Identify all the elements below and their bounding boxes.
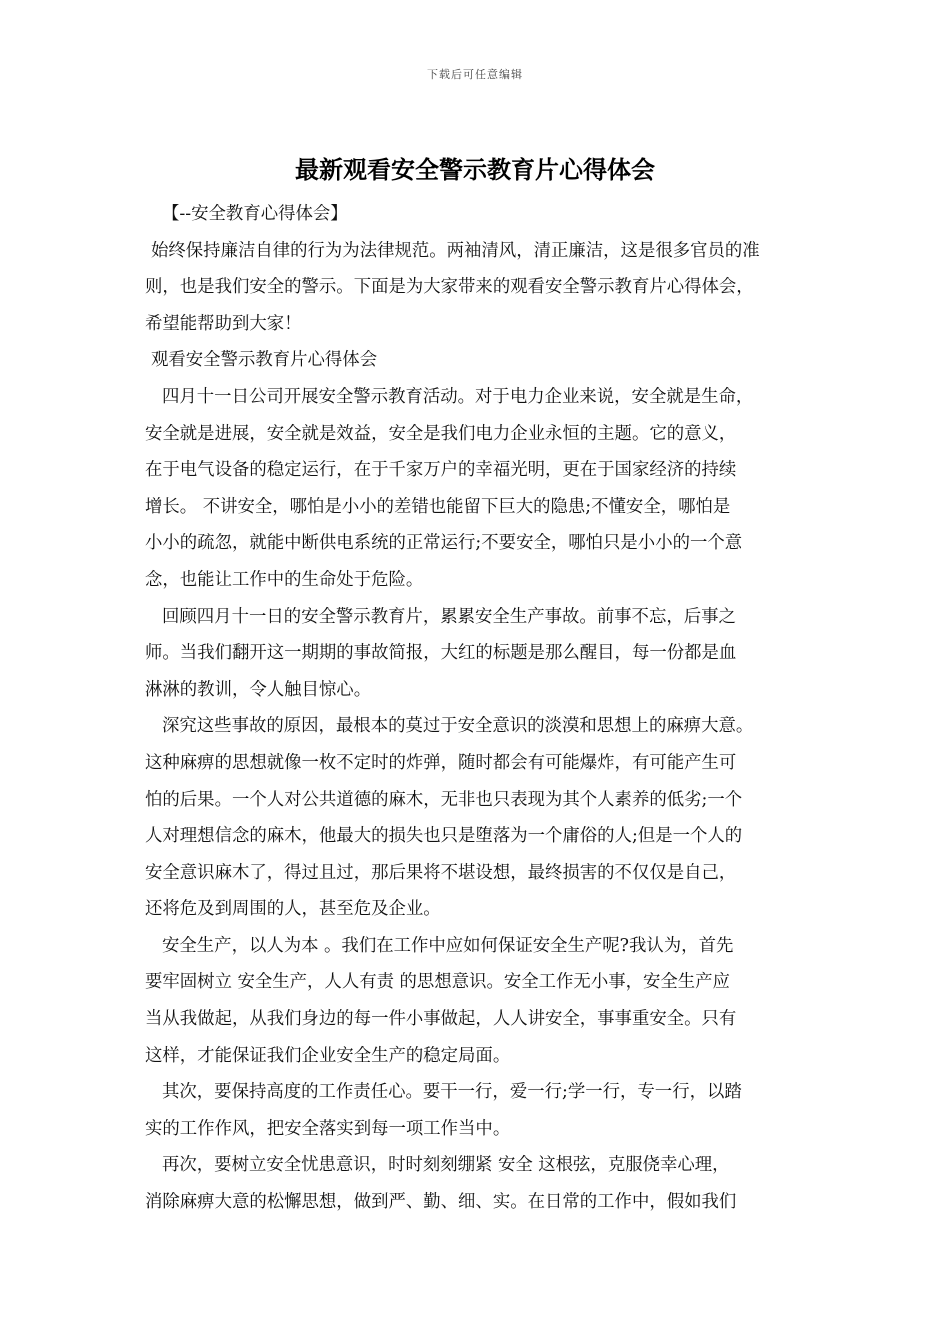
paragraph-line: 安全生产，以人为本 。我们在工作中应如何保证安全生产呢?我认为，首先 <box>162 935 734 956</box>
paragraph-line: 再次，要树立安全忧患意识，时时刻刻绷紧 安全 这根弦，克服侥幸心理， <box>162 1155 730 1176</box>
paragraph-line: 希望能帮助到大家！ <box>145 313 302 334</box>
paragraph-line: 这种麻痹的思想就像一枚不定时的炸弹，随时都会有可能爆炸，有可能产生可 <box>145 752 737 773</box>
paragraph-line: 在于电气设备的稳定运行，在于千家万户的幸福光明，更在于国家经济的持续 <box>145 460 737 481</box>
paragraph-line: 人对理想信念的麻木，他最大的损失也只是堕落为一个庸俗的人;但是一个人的 <box>145 826 743 847</box>
paragraph-line: 要牢固树立 安全生产，人人有责 的思想意识。安全工作无小事，安全生产应 <box>145 972 730 993</box>
subtitle-line: 【--安全教育心得体会】 <box>162 204 348 224</box>
document-body <box>145 196 825 1221</box>
paragraph-line: 怕的后果。一个人对公共道德的麻木，无非也只表现为其个人素养的低劣;一个 <box>145 789 743 810</box>
paragraph-line: 还将危及到周围的人，甚至危及企业。 <box>145 899 441 920</box>
header-note: 下载后可任意编辑 <box>427 68 523 81</box>
paragraph-line: 小小的疏忽，就能中断供电系统的正常运行;不要安全，哪怕只是小小的一个意 <box>145 533 743 554</box>
paragraph-line: 回顾四月十一日的安全警示教育片，累累安全生产事故。前事不忘，后事之 <box>162 606 736 627</box>
paragraph-line: 念，也能让工作中的生命处于危险。 <box>145 569 424 590</box>
paragraph-line: 深究这些事故的原因，最根本的莫过于安全意识的淡漠和思想上的麻痹大意。 <box>162 716 754 737</box>
paragraph-line: 安全意识麻木了，得过且过，那后果将不堪设想，最终损害的不仅仅是自己， <box>145 862 737 883</box>
paragraph-line: 这样，才能保证我们企业安全生产的稳定局面。 <box>145 1045 511 1066</box>
section-heading: 观看安全警示教育片心得体会 <box>151 350 378 371</box>
paragraph-line: 淋淋的教训，令人触目惊心。 <box>145 679 372 700</box>
paragraph-line: 其次，要保持高度的工作责任心。要干一行，爱一行;学一行，专一行，以踏 <box>162 1082 742 1103</box>
paragraph-line: 始终保持廉洁自律的行为为法律规范。两袖清风，清正廉洁，这是很多官员的准 <box>151 240 760 261</box>
document-title: 最新观看安全警示教育片心得体会 <box>295 156 655 184</box>
paragraph-line: 当从我做起，从我们身边的每一件小事做起，人人讲安全，事事重安全。只有 <box>145 1009 737 1030</box>
paragraph-line: 则，也是我们安全的警示。下面是为大家带来的观看安全警示教育片心得体会， <box>145 277 754 298</box>
paragraph-line: 师。当我们翻开这一期期的事故简报，大红的标题是那么醒目，每一份都是血 <box>145 643 737 664</box>
paragraph-line: 安全就是进展，安全就是效益，安全是我们电力企业永恒的主题。它的意义， <box>145 423 737 444</box>
paragraph-line: 四月十一日公司开展安全警示教育活动。对于电力企业来说，安全就是生命， <box>162 386 754 407</box>
paragraph-line: 消除麻痹大意的松懈思想，做到严、勤、细、实。在日常的工作中，假如我们 <box>145 1192 737 1213</box>
paragraph-line: 增长。 不讲安全，哪怕是小小的差错也能留下巨大的隐患;不懂安全，哪怕是 <box>145 496 731 517</box>
paragraph-line: 实的工作作风，把安全落实到每一项工作当中。 <box>145 1118 511 1139</box>
